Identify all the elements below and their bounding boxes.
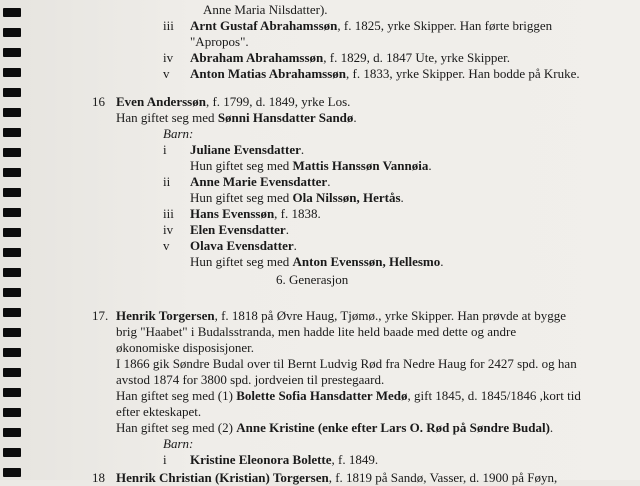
text-segment: , f. 1818 på Øvre Haug, Tjømø., yrke Skipper. Han prøvde at bygge xyxy=(214,308,566,323)
child-numeral: iv xyxy=(163,50,174,65)
text-line xyxy=(190,238,297,254)
text-line xyxy=(190,66,580,82)
text-line xyxy=(116,404,201,420)
text-segment: efter ekteskapet. xyxy=(116,404,202,419)
child-numeral: i xyxy=(163,452,167,467)
child-numeral: v xyxy=(163,238,170,253)
text-segment: Han giftet seg med (2) xyxy=(116,420,237,435)
person-name: Anne Kristine (enke efter Lars O. Rød på Søndre Budal) xyxy=(236,420,550,435)
binding-hole xyxy=(3,148,21,157)
person-name: Kristine Eleonora Bolette xyxy=(190,452,332,467)
text-line xyxy=(190,190,404,206)
text-segment: Hun giftet seg med xyxy=(190,254,293,269)
text-segment: . xyxy=(440,254,444,269)
text-segment: , f. 1849. xyxy=(331,452,379,467)
binding-hole xyxy=(3,348,21,357)
text-segment: . xyxy=(353,110,357,125)
binding-hole xyxy=(3,108,21,117)
person-name: Elen Evensdatter xyxy=(190,222,286,237)
person-name: Henrik Christian (Kristian) Torgersen xyxy=(116,470,329,485)
person-name: Anton Matias Abrahamssøn xyxy=(190,66,347,81)
person-name: Sønni Hansdatter Sandø xyxy=(217,110,354,125)
person-name: Bolette Sofia Hansdatter Medø xyxy=(236,388,408,403)
binding-hole xyxy=(3,168,21,177)
binding-hole xyxy=(3,68,21,77)
text-segment: . xyxy=(327,174,331,189)
person-name: Abraham Abrahamssøn xyxy=(190,50,324,65)
text-segment: Han giftet seg med xyxy=(116,110,218,125)
text-line xyxy=(116,420,553,436)
text-line xyxy=(116,110,357,126)
text-segment: økonomiske disposisjoner. xyxy=(116,340,254,355)
binding-hole xyxy=(3,128,21,137)
binding-hole xyxy=(3,188,21,197)
binding-hole xyxy=(3,88,21,97)
person-name: Henrik Torgersen xyxy=(116,308,215,323)
text-line xyxy=(163,126,193,142)
text-line xyxy=(190,34,249,50)
binding-hole xyxy=(3,388,21,397)
person-name: Anne Marie Evensdatter xyxy=(190,174,328,189)
text-line xyxy=(116,324,516,340)
text-line xyxy=(190,222,289,238)
text-line xyxy=(190,50,510,66)
entry-number: 16 xyxy=(92,94,105,109)
text-line xyxy=(116,470,557,486)
text-segment: Barn: xyxy=(163,126,194,141)
text-segment: avstod 1874 for 3800 spd. jordveien til prestegaard. xyxy=(116,372,385,387)
binding-hole xyxy=(3,468,21,477)
child-numeral: iii xyxy=(163,18,174,33)
text-segment: . xyxy=(285,222,289,237)
text-line xyxy=(190,142,304,158)
text-segment: . xyxy=(400,190,404,205)
text-segment: Hun giftet seg med xyxy=(190,190,293,205)
binding-hole xyxy=(3,428,21,437)
spiral-binding xyxy=(0,0,30,480)
binding-hole xyxy=(3,288,21,297)
person-name: Hans Evenssøn xyxy=(190,206,275,221)
text-line xyxy=(190,254,444,270)
text-segment: , f. 1799, d. 1849, yrke Los. xyxy=(205,94,351,109)
person-name: Juliane Evensdatter xyxy=(190,142,301,157)
text-segment: , f. 1829, d. 1847 Ute, yrke Skipper. xyxy=(323,50,510,65)
binding-hole xyxy=(3,368,21,377)
text-line xyxy=(203,2,328,18)
person-name: Mattis Hanssøn Vannøia xyxy=(292,158,429,173)
binding-hole xyxy=(3,448,21,457)
person-name: Even Anderssøn xyxy=(116,94,206,109)
binding-hole xyxy=(3,408,21,417)
text-segment: , f. 1838. xyxy=(274,206,321,221)
binding-hole xyxy=(3,228,21,237)
text-segment: . xyxy=(293,238,297,253)
person-name: Anton Evenssøn, Hellesmo xyxy=(292,254,441,269)
text-segment: . xyxy=(300,142,305,157)
binding-hole xyxy=(3,248,21,257)
entry-number: 18 xyxy=(92,470,105,485)
text-line xyxy=(116,372,384,388)
text-line xyxy=(163,436,193,452)
text-line xyxy=(116,94,350,110)
person-name: Olava Evensdatter xyxy=(190,238,294,253)
binding-hole xyxy=(3,28,21,37)
person-name: Ola Nilssøn, Hertås xyxy=(292,190,401,205)
binding-hole xyxy=(3,8,21,17)
text-line xyxy=(116,308,566,324)
text-segment: I 1866 gik Søndre Budal over til Bernt Ludvig Rød fra Nedre Haug for 2427 spd. og han xyxy=(116,356,577,371)
text-line xyxy=(190,452,378,468)
text-segment: , f. 1819 på Sandø, Vasser, d. 1900 på Føyn, xyxy=(328,470,558,485)
child-numeral: v xyxy=(163,66,170,81)
text-line xyxy=(190,158,432,174)
text-line xyxy=(116,388,581,404)
text-segment: Barn: xyxy=(163,436,194,451)
text-segment: brig "Haabet" i Budalsstranda, men hadde lite held baade med dette og andre xyxy=(116,324,517,339)
text-line xyxy=(190,174,330,190)
child-numeral: i xyxy=(163,142,167,157)
binding-hole xyxy=(3,328,21,337)
text-segment: , f. 1833, yrke Skipper. Han bodde på Kruke. xyxy=(346,66,580,81)
person-name: Arnt Gustaf Abrahamssøn xyxy=(190,18,338,33)
text-segment: Hun giftet seg med xyxy=(190,158,293,173)
text-segment: . xyxy=(549,420,554,435)
entry-number: 17. xyxy=(92,308,109,323)
child-numeral: ii xyxy=(163,174,171,189)
text-segment: Han giftet seg med (1) xyxy=(116,388,237,403)
text-segment: Anne Maria Nilsdatter). xyxy=(203,2,328,17)
text-line xyxy=(190,206,321,222)
text-segment: , gift 1845, d. 1845/1846 ,kort tid xyxy=(407,388,581,403)
text-line xyxy=(190,18,552,34)
child-numeral: iv xyxy=(163,222,174,237)
text-segment: "Apropos". xyxy=(190,34,249,49)
text-segment: . xyxy=(428,158,432,173)
text-segment: , f. 1825, yrke Skipper. Han førte briggen xyxy=(337,18,553,33)
binding-hole xyxy=(3,268,21,277)
binding-hole xyxy=(3,208,21,217)
binding-hole xyxy=(3,308,21,317)
generation-heading: 6. Generasjon xyxy=(276,272,349,287)
text-line xyxy=(116,356,577,372)
binding-hole xyxy=(3,48,21,57)
child-numeral: iii xyxy=(163,206,174,221)
text-line xyxy=(116,340,254,356)
